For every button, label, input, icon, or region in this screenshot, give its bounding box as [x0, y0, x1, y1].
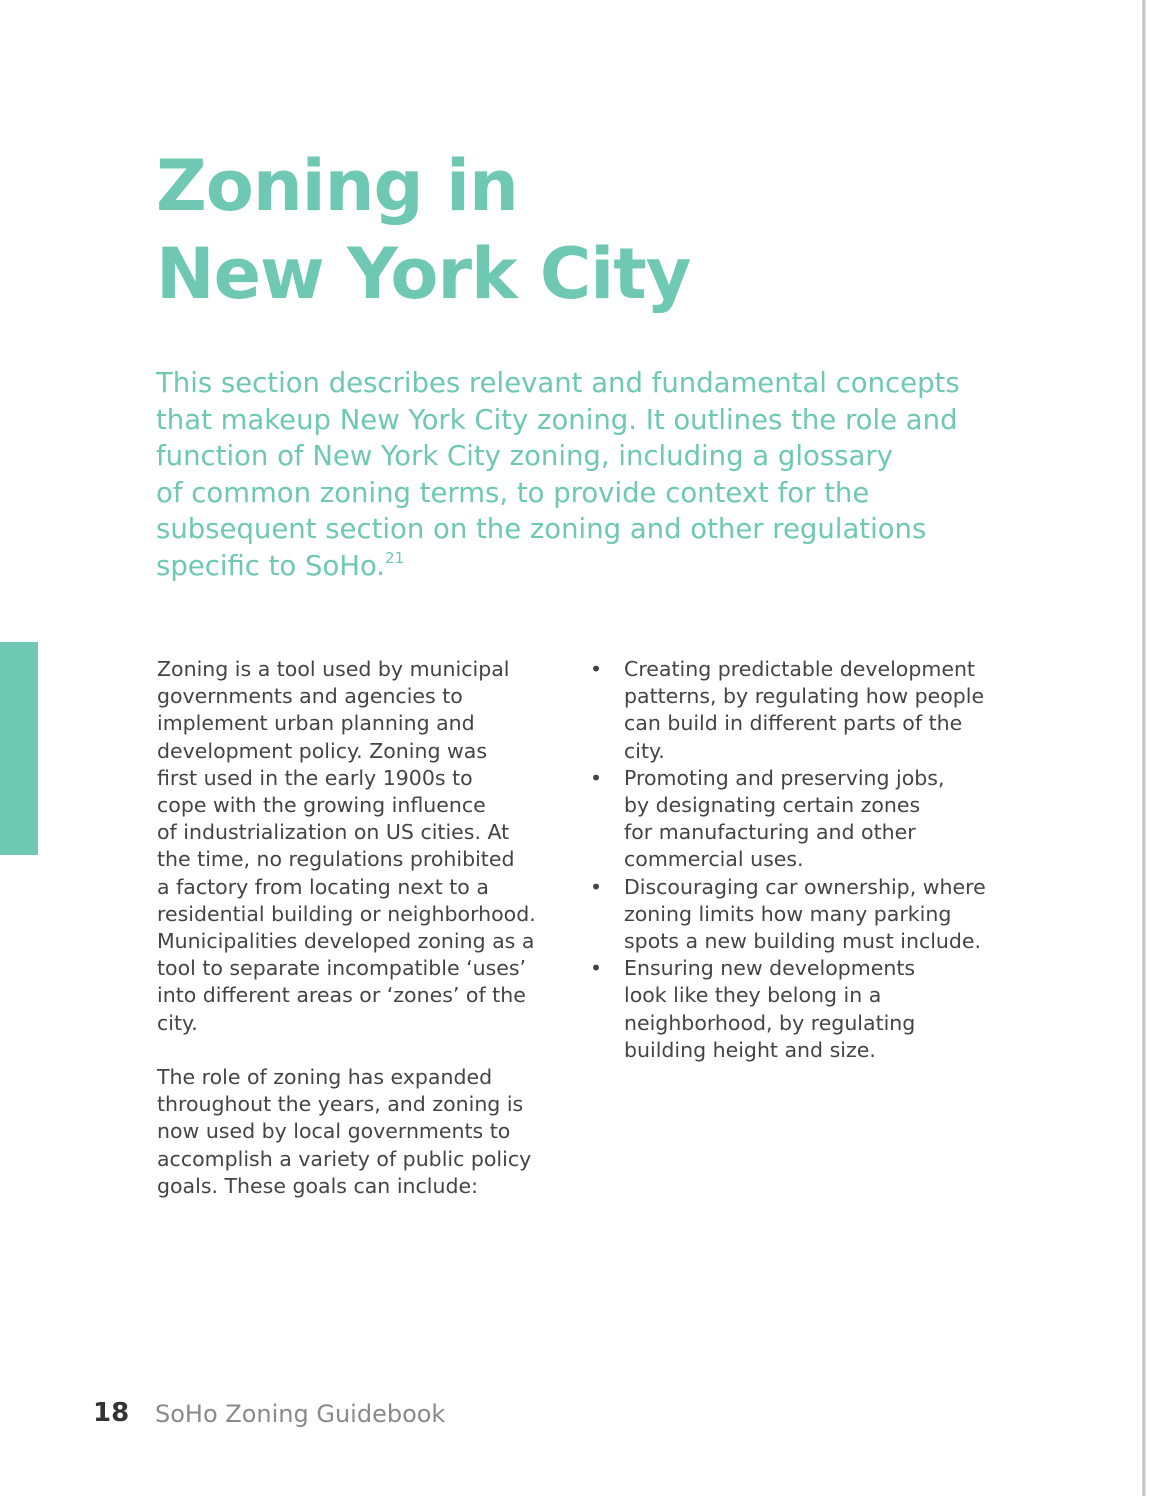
intro-line: subsequent section on the zoning and other regulations	[156, 513, 927, 546]
body-line: goals. These goals can include:	[157, 1173, 478, 1198]
list-item-line: commercial uses.	[624, 847, 804, 872]
body-line: development policy. Zoning was	[157, 738, 488, 763]
list-item-line: by designating certain zones	[624, 793, 921, 818]
list-item-line: for manufacturing and other	[624, 820, 916, 845]
body-line: cope with the growing influence	[157, 793, 486, 818]
bullet-icon: •	[590, 657, 603, 681]
bullet-icon: •	[590, 956, 603, 981]
list-item-line: Creating predictable development	[624, 657, 975, 681]
page-title-line-1: Zoning in	[156, 145, 518, 227]
list-item	[590, 765, 1010, 874]
intro-line: This section describes relevant and fundamental concepts	[156, 367, 960, 399]
body-line: of industrialization on US cities. At	[157, 820, 510, 845]
list-item-line: look like they belong in a	[624, 983, 882, 1008]
body-line: now used by local governments to	[157, 1119, 511, 1144]
goals-bullet-list	[590, 656, 1010, 1064]
list-item-line: spots a new building must include.	[624, 929, 982, 954]
body-left-column	[157, 656, 567, 1200]
body-line: throughout the years, and zoning is	[157, 1092, 524, 1117]
body-paragraph-1	[157, 656, 567, 1037]
intro-line: that makeup New York City zoning. It outlines the role and	[156, 403, 958, 436]
list-item-line: zoning limits how many parking	[624, 901, 952, 926]
intro-line: function of New York City zoning, including a glossary	[156, 440, 893, 473]
body-line: city.	[157, 1010, 198, 1035]
list-item	[590, 656, 1010, 765]
list-item-line: can build in different parts of the	[624, 711, 963, 736]
intro-line-last	[156, 548, 986, 589]
list-item-line: Promoting and preserving jobs,	[624, 765, 945, 790]
list-item-line: Discouraging car ownership, where	[624, 874, 986, 899]
body-line: tool to separate incompatible ‘uses’	[157, 956, 527, 981]
body-line: into different areas or ‘zones’ of the	[157, 983, 526, 1008]
body-line: Municipalities developed zoning as a	[157, 929, 535, 954]
list-item-line: city.	[624, 738, 665, 763]
page-title	[156, 142, 956, 318]
footnote-reference[interactable]: 21	[385, 548, 405, 567]
list-item-line: patterns, by regulating how people	[624, 684, 985, 709]
list-item	[590, 955, 1010, 1064]
body-line: implement urban planning and	[157, 711, 475, 736]
body-line: residential building or neighborhood.	[157, 901, 536, 926]
page-number: 18	[93, 1398, 130, 1428]
intro-line: of common zoning terms, to provide context for the	[156, 476, 870, 509]
body-line: the time, no regulations prohibited	[157, 847, 515, 872]
section-tab-marker	[0, 642, 38, 855]
bullet-icon: •	[590, 765, 603, 790]
intro-line-text: specific to SoHo.	[156, 549, 386, 582]
body-line: The role of zoning has expanded	[157, 1065, 493, 1090]
list-item	[590, 874, 1010, 956]
body-line: Zoning is a tool used by municipal	[157, 657, 510, 681]
body-line: accomplish a variety of public policy	[157, 1146, 532, 1171]
publication-title: SoHo Zoning Guidebook	[155, 1400, 446, 1428]
body-line: first used in the early 1900s to	[157, 765, 473, 790]
body-paragraph-2	[157, 1064, 567, 1200]
list-item-line: building height and size.	[624, 1037, 876, 1062]
bullet-icon: •	[590, 874, 603, 899]
body-line: governments and agencies to	[157, 684, 463, 709]
page-title-line-2: New York City	[156, 233, 691, 315]
page-edge	[1142, 0, 1156, 1496]
body-line: a factory from locating next to a	[157, 874, 489, 899]
list-item-line: neighborhood, by regulating	[624, 1010, 916, 1035]
list-item-line: Ensuring new developments	[624, 956, 916, 981]
intro-paragraph	[156, 365, 986, 589]
